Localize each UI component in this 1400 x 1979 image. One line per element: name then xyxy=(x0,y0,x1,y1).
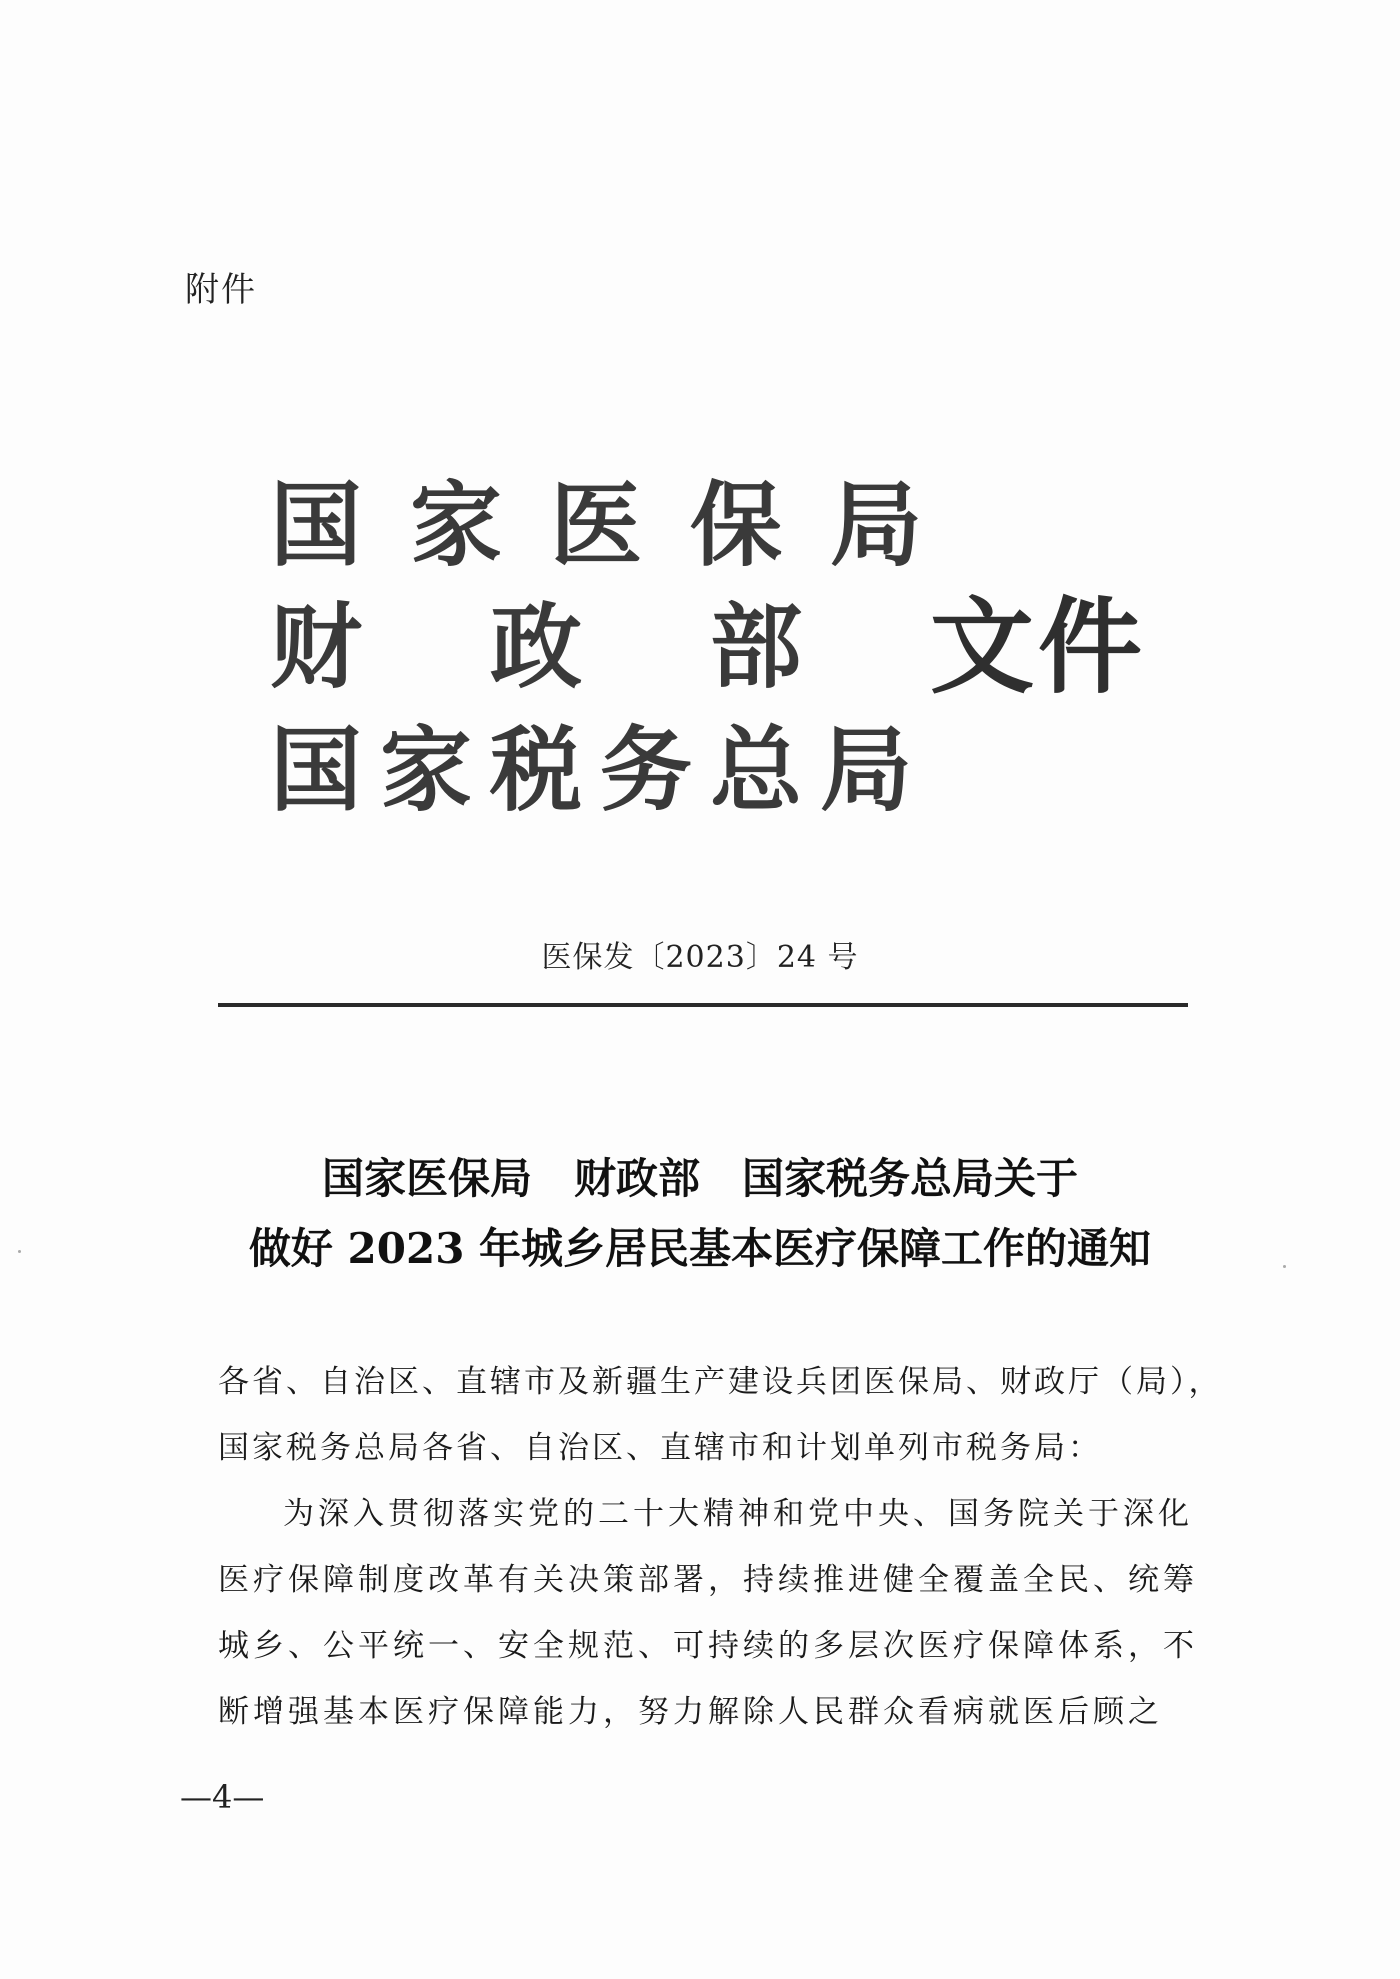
recipients-line-1: 各省、自治区、直辖市及新疆生产建设兵团医保局、财政厅（局）， xyxy=(218,1364,1223,1400)
issuer-mof xyxy=(270,593,803,701)
issuer-mof-char-2: 政 xyxy=(490,593,583,701)
issuer-mof-char-1: 财 xyxy=(270,593,363,701)
body-paragraph-line-2: 医疗保障制度改革有关决策部署，持续推进健全覆盖全民、统筹 xyxy=(218,1562,1198,1598)
recipients-line-2: 国家税务总局各省、自治区、直辖市和计划单列市税务局： xyxy=(218,1430,1102,1466)
page-number: —4— xyxy=(180,1778,265,1816)
body-paragraph-line-4: 断增强基本医疗保障能力，努力解除人民群众看病就医后顾之 xyxy=(218,1694,1163,1730)
issuer-nhsa: 国家医保局 xyxy=(270,471,971,579)
notice-title-line-2: 做好 2023 年城乡居民基本医疗保障工作的通知 xyxy=(248,1224,1152,1273)
header-divider xyxy=(218,1003,1188,1007)
issuer-header xyxy=(270,471,1170,845)
scan-speck xyxy=(1283,1265,1286,1268)
notice-title-line-1: 国家医保局 财政部 国家税务总局关于 xyxy=(321,1154,1078,1203)
scan-speck xyxy=(18,1250,21,1253)
body-paragraph-line-1: 为深入贯彻落实党的二十大精神和党中央、国务院关于深化 xyxy=(283,1496,1193,1532)
body-paragraph-line-3: 城乡、公平统一、安全规范、可持续的多层次医疗保障体系，不 xyxy=(218,1628,1198,1664)
attachment-label: 附件 xyxy=(185,270,257,310)
document-number: 医保发〔2023〕24 号 xyxy=(541,940,859,975)
document-word: 文件 xyxy=(930,585,1147,708)
issuer-mof-char-3: 部 xyxy=(710,593,803,701)
issuer-sta: 国家税务总局 xyxy=(270,716,931,824)
